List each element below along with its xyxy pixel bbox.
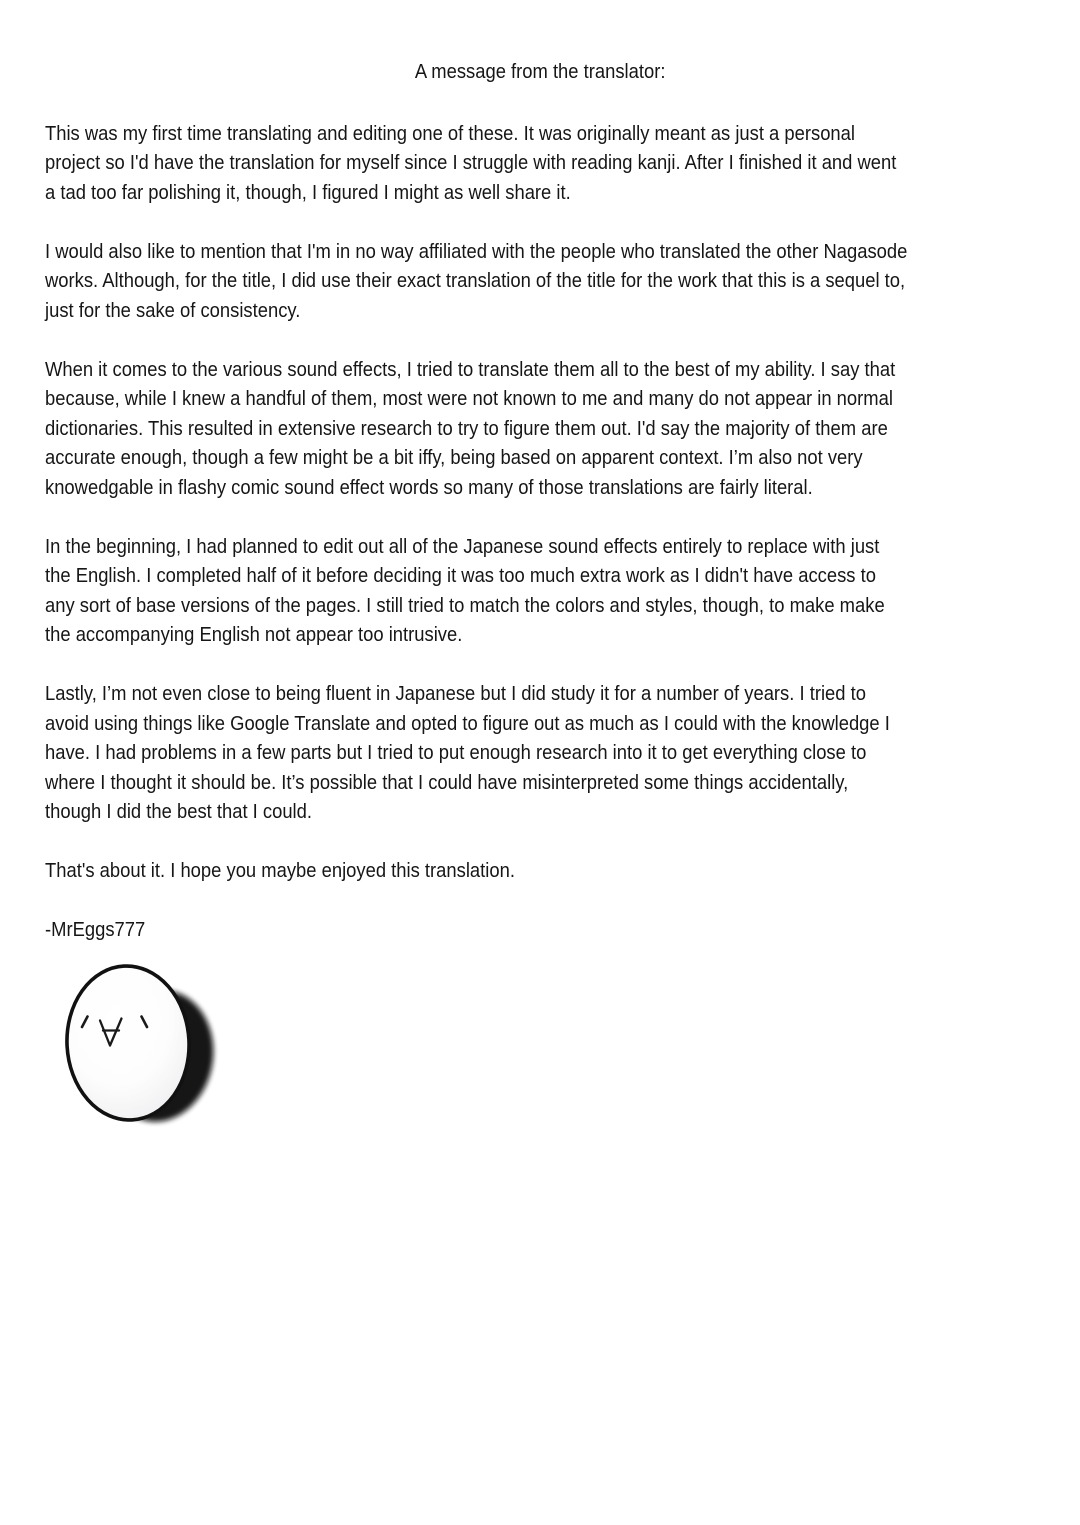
text-line: avoid using things like Google Translate and opted to figure out as much as I could with the knowledge I xyxy=(45,712,890,735)
text-line: project so I'd have the translation for myself since I struggle with reading kanji. After I finished it and went xyxy=(45,152,897,174)
translator-note-body xyxy=(45,120,1035,887)
text-line: dictionaries. This resulted in extensive research to try to figure them out. I'd say the majority of them are xyxy=(45,417,888,440)
egg-mascot-illustration xyxy=(58,960,230,1130)
text-line: because, while I knew a handful of them, most were not known to me and many do not appear in normal xyxy=(45,388,893,410)
paragraph xyxy=(45,356,1035,504)
page-title-text: A message from the translator: xyxy=(414,61,666,83)
text-line: When it comes to the various sound effects, I tried to translate them all to the best of my ability. I say that xyxy=(45,358,896,381)
text-line: accurate enough, though a few might be a bit iffy, being based on apparent context. I’m also not very xyxy=(45,447,863,469)
paragraph xyxy=(45,120,1035,209)
text-line: works. Although, for the title, I did use their exact translation of the title for the work that this is a sequel to, xyxy=(45,270,906,292)
paragraph xyxy=(45,857,1035,887)
paragraph xyxy=(45,238,1035,327)
page-title xyxy=(45,58,1035,88)
text-line: This was my first time translating and editing one of these. It was originally meant as just a personal xyxy=(45,122,855,145)
paragraph xyxy=(45,680,1035,828)
text-line: I would also like to mention that I'm in no way affiliated with the people who translated the other Nagasode xyxy=(45,240,908,263)
text-line: any sort of base versions of the pages. I still tried to match the colors and styles, though, to make make xyxy=(45,594,885,617)
text-line: where I thought it should be. It’s possible that I could have misinterpreted some things accidentally, xyxy=(45,771,849,794)
egg-mascot-svg xyxy=(58,960,230,1130)
text-line: Lastly, I’m not even close to being fluent in Japanese but I did study it for a number of years. I tried to xyxy=(45,683,866,705)
text-line: just for the sake of consistency. xyxy=(45,299,301,322)
text-line: In the beginning, I had planned to edit out all of the Japanese sound effects entirely to replace with just xyxy=(45,535,880,558)
text-line: knowedgable in flashy comic sound effect words so many of those translations are fairly literal. xyxy=(45,476,813,499)
paragraph xyxy=(45,533,1035,651)
text-line: the English. I completed half of it before deciding it was too much extra work as I didn't have access to xyxy=(45,565,876,587)
text-line: though I did the best that I could. xyxy=(45,801,313,823)
text-line: have. I had problems in a few parts but I tried to put enough research into it to get everything close to xyxy=(45,742,867,764)
text-line: a tad too far polishing it, though, I figured I might as well share it. xyxy=(45,181,571,204)
text-line: That's about it. I hope you maybe enjoyed this translation. xyxy=(45,860,515,882)
text-line: the accompanying English not appear too intrusive. xyxy=(45,624,463,646)
signature: -MrEggs777 xyxy=(45,919,146,941)
